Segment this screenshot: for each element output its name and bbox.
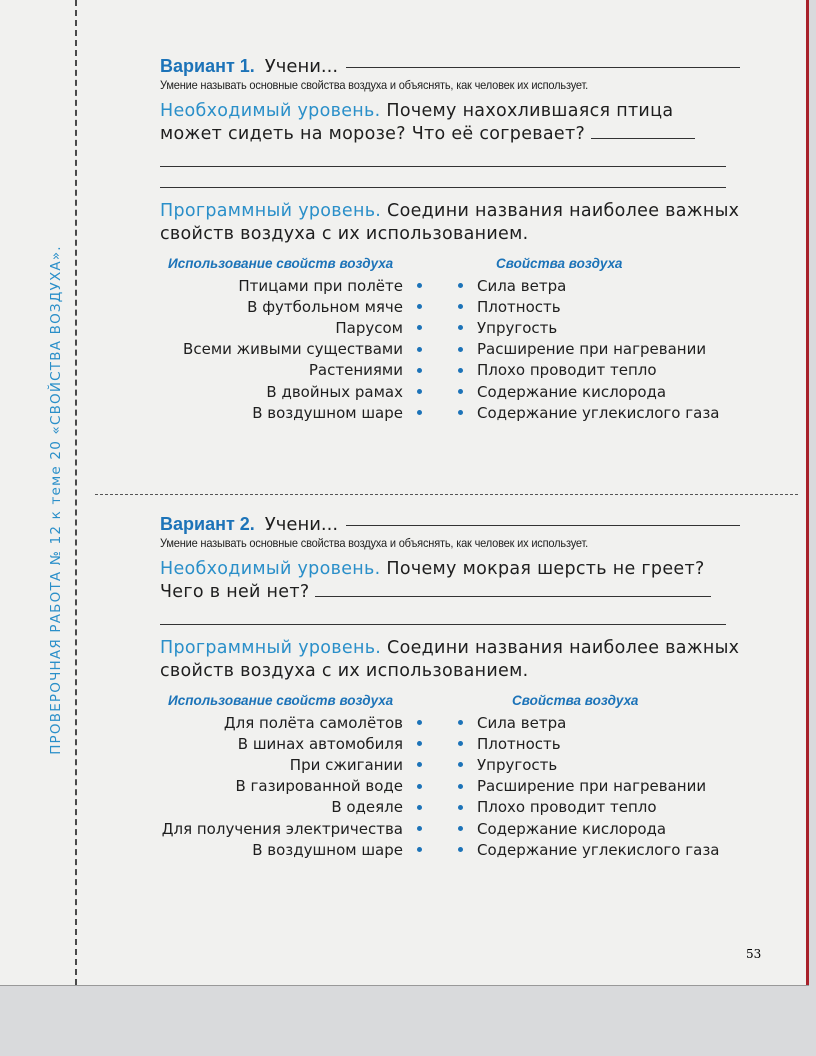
prop-item: Содержание углекислого газа <box>458 839 720 860</box>
skill-description: Умение называть основные свойства воздуха и объяснять, как человек их использует. <box>160 78 589 92</box>
answer-line[interactable] <box>160 146 726 167</box>
prop-item: Плохо проводит тепло <box>458 360 720 381</box>
match-dot[interactable] <box>417 784 422 789</box>
use-item: При сжигании <box>162 754 422 775</box>
prop-item: Упругость <box>458 317 720 338</box>
left-cut-line <box>75 0 77 985</box>
match-dot[interactable] <box>417 389 422 394</box>
props-header: Свойства воздуха <box>496 256 623 271</box>
prop-item: Содержание углекислого газа <box>458 402 720 423</box>
match-dot[interactable] <box>458 410 463 415</box>
middle-cut-line <box>95 494 798 495</box>
match-dot[interactable] <box>458 304 463 309</box>
pupil-label: Учени... <box>264 514 339 535</box>
prop-item: Содержание кислорода <box>458 818 720 839</box>
prop-item: Плотность <box>458 733 720 754</box>
match-dot[interactable] <box>417 826 422 831</box>
basic-task <box>160 100 740 188</box>
match-dot[interactable] <box>417 368 422 373</box>
prop-item: Плотность <box>458 296 720 317</box>
program-level-label: Программный уровень. <box>160 638 382 658</box>
answer-line[interactable] <box>160 604 726 625</box>
prop-item: Плохо проводит тепло <box>458 797 720 818</box>
program-task <box>160 637 740 683</box>
match-dot[interactable] <box>458 741 463 746</box>
use-item: Всеми живыми существами <box>183 339 422 360</box>
props-header: Свойства воздуха <box>512 693 639 708</box>
use-item: В двойных рамах <box>183 381 422 402</box>
match-dot[interactable] <box>458 283 463 288</box>
variant-1 <box>160 56 740 426</box>
skill-description: Умение называть основные свойства воздуха и объяснять, как человек их использует. <box>160 536 589 550</box>
basic-task <box>160 558 740 625</box>
use-item: Для получения электричества <box>162 818 422 839</box>
answer-line[interactable] <box>160 167 726 188</box>
basic-task-text-2: может сидеть на морозе? Что её согревает? <box>160 124 586 144</box>
basic-task-text: Почему нахохлившаяся птица <box>386 101 674 121</box>
prop-item: Сила ветра <box>458 275 720 296</box>
side-title: ПРОВЕРОЧНАЯ РАБОТА № 12 к теме 20 «СВОЙСТВА ВОЗДУХА». <box>48 245 64 755</box>
page-number: 53 <box>746 947 762 961</box>
match-dot[interactable] <box>458 784 463 789</box>
props-list <box>458 712 720 860</box>
prop-item: Расширение при нагревании <box>458 339 720 360</box>
answer-line[interactable] <box>591 138 695 139</box>
variant-header <box>160 56 740 80</box>
use-item: В воздушном шаре <box>183 402 422 423</box>
use-item: Для полёта самолётов <box>162 712 422 733</box>
matching-columns <box>160 693 740 863</box>
match-dot[interactable] <box>417 347 422 352</box>
program-task-text-2: свойств воздуха с их использованием. <box>160 224 529 244</box>
prop-item: Сила ветра <box>458 712 720 733</box>
match-dot[interactable] <box>417 410 422 415</box>
use-item: Растениями <box>183 360 422 381</box>
program-task-text-2: свойств воздуха с их использованием. <box>160 661 529 681</box>
pupil-name-line[interactable] <box>346 67 740 68</box>
basic-task-text: Почему мокрая шерсть не греет? <box>386 559 705 579</box>
program-level-label: Программный уровень. <box>160 201 382 221</box>
uses-list <box>183 275 422 423</box>
variant-title: Вариант 2. <box>160 514 255 534</box>
match-dot[interactable] <box>417 762 422 767</box>
variant-title: Вариант 1. <box>160 56 255 76</box>
program-task <box>160 200 740 246</box>
match-dot[interactable] <box>458 389 463 394</box>
basic-level-label: Необходимый уровень. <box>160 101 381 121</box>
prop-item: Содержание кислорода <box>458 381 720 402</box>
match-dot[interactable] <box>458 325 463 330</box>
pupil-name-line[interactable] <box>346 525 740 526</box>
program-task-text: Соедини названия наиболее важных <box>387 201 740 221</box>
prop-item: Упругость <box>458 754 720 775</box>
match-dot[interactable] <box>458 805 463 810</box>
match-dot[interactable] <box>417 325 422 330</box>
uses-list <box>162 712 422 860</box>
use-item: В футбольном мяче <box>183 296 422 317</box>
program-task-text: Соедини названия наиболее важных <box>387 638 740 658</box>
match-dot[interactable] <box>417 283 422 288</box>
match-dot[interactable] <box>417 741 422 746</box>
match-dot[interactable] <box>458 847 463 852</box>
basic-level-label: Необходимый уровень. <box>160 559 381 579</box>
props-list <box>458 275 720 423</box>
uses-header: Использование свойств воздуха <box>168 693 394 708</box>
answer-line[interactable] <box>315 596 711 597</box>
match-dot[interactable] <box>417 805 422 810</box>
pupil-label: Учени... <box>264 56 339 77</box>
match-dot[interactable] <box>417 304 422 309</box>
match-dot[interactable] <box>458 347 463 352</box>
prop-item: Расширение при нагревании <box>458 776 720 797</box>
matching-columns <box>160 256 740 426</box>
use-item: В шинах автомобиля <box>162 733 422 754</box>
variant-2 <box>160 514 740 863</box>
match-dot[interactable] <box>458 762 463 767</box>
match-dot[interactable] <box>458 720 463 725</box>
use-item: В одеяле <box>162 797 422 818</box>
basic-task-text-2: Чего в ней нет? <box>160 582 310 602</box>
uses-header: Использование свойств воздуха <box>168 256 394 271</box>
use-item: Парусом <box>183 317 422 338</box>
match-dot[interactable] <box>458 826 463 831</box>
match-dot[interactable] <box>417 720 422 725</box>
use-item: В газированной воде <box>162 776 422 797</box>
match-dot[interactable] <box>417 847 422 852</box>
match-dot[interactable] <box>458 368 463 373</box>
use-item: В воздушном шаре <box>162 839 422 860</box>
variant-header <box>160 514 740 538</box>
use-item: Птицами при полёте <box>183 275 422 296</box>
